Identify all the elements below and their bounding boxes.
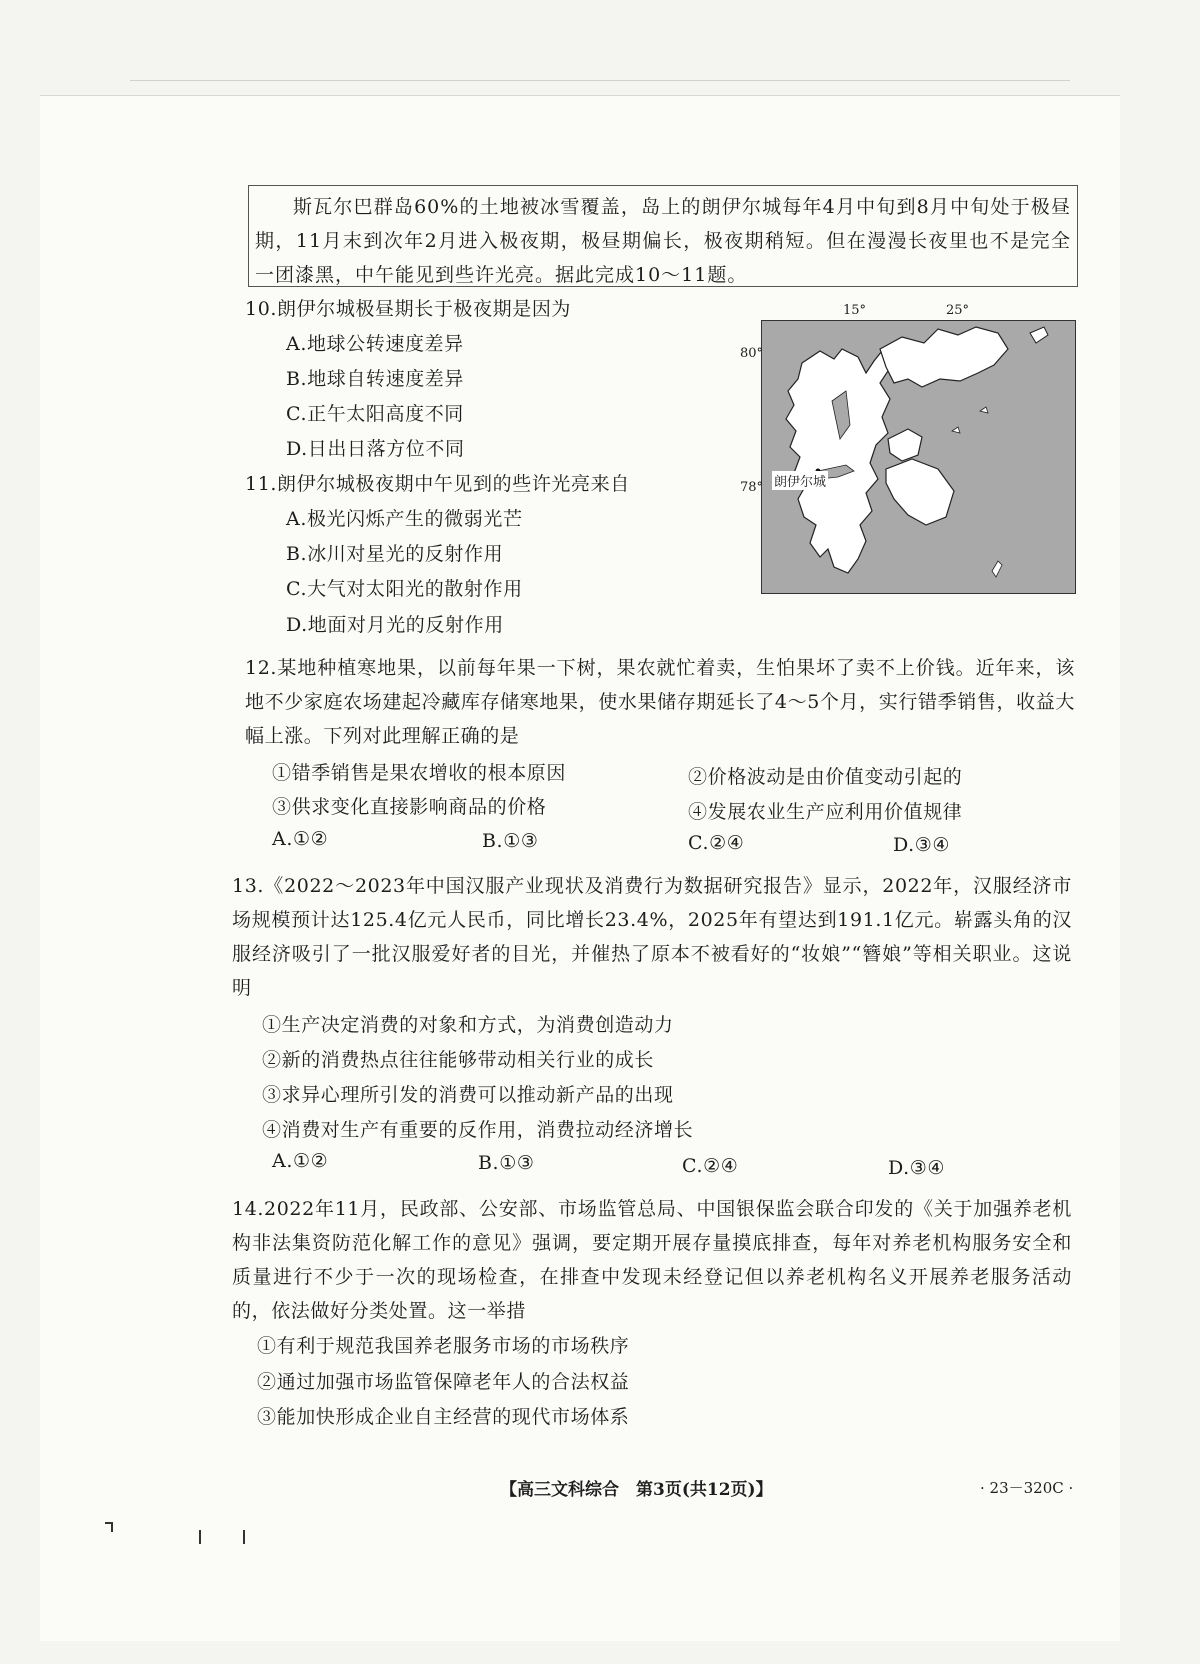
question-13-option-a: A.①② [272, 1150, 329, 1172]
question-12-statement-4: ④发展农业生产应利用价值规律 [688, 801, 963, 823]
question-12-option-c: C.②④ [688, 832, 745, 854]
page-footer-title: 【高三文科综合 第3页(共12页)】 [500, 1480, 773, 1500]
question-11-option-d: D.地面对月光的反射作用 [286, 614, 504, 636]
question-12-statement-3: ③供求变化直接影响商品的价格 [272, 796, 547, 818]
question-12-option-a: A.①② [272, 828, 329, 850]
question-13-option-c: C.②④ [682, 1155, 739, 1177]
question-13-stem: 13.《2022～2023年中国汉服产业现状及消费行为数据研究报告》显示，2022年，汉服经济市场规模预计达125.4亿元人民币，同比增长23.4%，2025年有望达到191.1亿元。崭露头角的汉服经济吸引了一批汉服爱好者的目光，并催热了原本不被看好的“妆娘”“簪娘”等相关职业。这说明 [232, 875, 1072, 999]
question-14-statement-3: ③能加快形成企业自主经营的现代市场体系 [257, 1406, 630, 1428]
map-lat-label-78: 78° [740, 480, 764, 495]
question-13-statement-4: ④消费对生产有重要的反作用，消费拉动经济增长 [262, 1119, 694, 1141]
question-14-statement-1: ①有利于规范我国养老服务市场的市场秩序 [257, 1335, 630, 1357]
scan-mark [111, 1522, 113, 1532]
question-12-stem: 12.某地种植寒地果，以前每年果一下树，果农就忙着卖，生怕果坏了卖不上价钱。近年来，该地不少家庭农场建起冷藏库存储寒地果，使水果储存期延长了4～5个月，实行错季销售，收益大幅上涨。下列对此理解正确的是 [245, 657, 1075, 747]
question-13-statement-2: ②新的消费热点往往能够带动相关行业的成长 [262, 1049, 655, 1071]
scan-mark [199, 1530, 201, 1544]
question-13-option-d: D.③④ [888, 1157, 946, 1179]
scan-mark [243, 1530, 245, 1544]
svalbard-map-drawing [762, 321, 1075, 593]
place-label-longyearbyen: 朗伊尔城 [772, 471, 828, 490]
question-13-statement-1: ①生产决定消费的对象和方式，为消费创造动力 [262, 1014, 674, 1036]
intro-passage: 斯瓦尔巴群岛60%的土地被冰雪覆盖，岛上的朗伊尔城每年4月中旬到8月中旬处于极昼期，11月末到次年2月进入极夜期，极昼期偏长，极夜期稍短。但在漫漫长夜里也不是完全一团漆黑，中午能见到些许光亮。据此完成10～11题。 [248, 185, 1078, 287]
question-10-option-c: C.正午太阳高度不同 [286, 403, 464, 425]
question-12-option-d: D.③④ [893, 834, 951, 856]
map-lat-label-80: 80° [740, 346, 764, 361]
question-12-statement-1: ①错季销售是果农增收的根本原因 [272, 762, 567, 784]
question-13-statement-3: ③求异心理所引发的消费可以推动新产品的出现 [262, 1084, 674, 1106]
svalbard-map [761, 320, 1076, 594]
question-11-option-b: B.冰川对星光的反射作用 [286, 543, 504, 565]
question-10-stem: 10.朗伊尔城极昼期长于极夜期是因为 [245, 298, 572, 320]
question-12-statement-2: ②价格波动是由价值变动引起的 [688, 766, 963, 788]
question-12-option-b: B.①③ [482, 830, 539, 852]
map-lon-label-15: 15° [843, 303, 867, 318]
question-14-statement-2: ②通过加强市场监管保障老年人的合法权益 [257, 1371, 630, 1393]
question-10-option-b: B.地球自转速度差异 [286, 368, 465, 390]
question-10-option-d: D.日出日落方位不同 [286, 438, 465, 460]
page-footer-code: · 23－320C · [980, 1479, 1074, 1497]
map-lon-label-25: 25° [946, 303, 970, 318]
question-11-option-a: A.极光闪烁产生的微弱光芒 [286, 508, 523, 530]
question-13-option-b: B.①③ [478, 1152, 535, 1174]
question-10-option-a: A.地球公转速度差异 [286, 333, 464, 355]
question-11-option-c: C.大气对太阳光的散射作用 [286, 578, 523, 600]
question-14-stem: 14.2022年11月，民政部、公安部、市场监管总局、中国银保监会联合印发的《关于加强养老机构非法集资防范化解工作的意见》强调，要定期开展存量摸底排查，每年对养老机构服务安全和质量进行不少于一次的现场检查，在排查中发现未经登记但以养老机构名义开展养老服务活动的，依法做好分类处置。这一举措 [232, 1198, 1072, 1322]
question-11-stem: 11.朗伊尔城极夜期中午见到的些许光亮来自 [245, 473, 630, 495]
